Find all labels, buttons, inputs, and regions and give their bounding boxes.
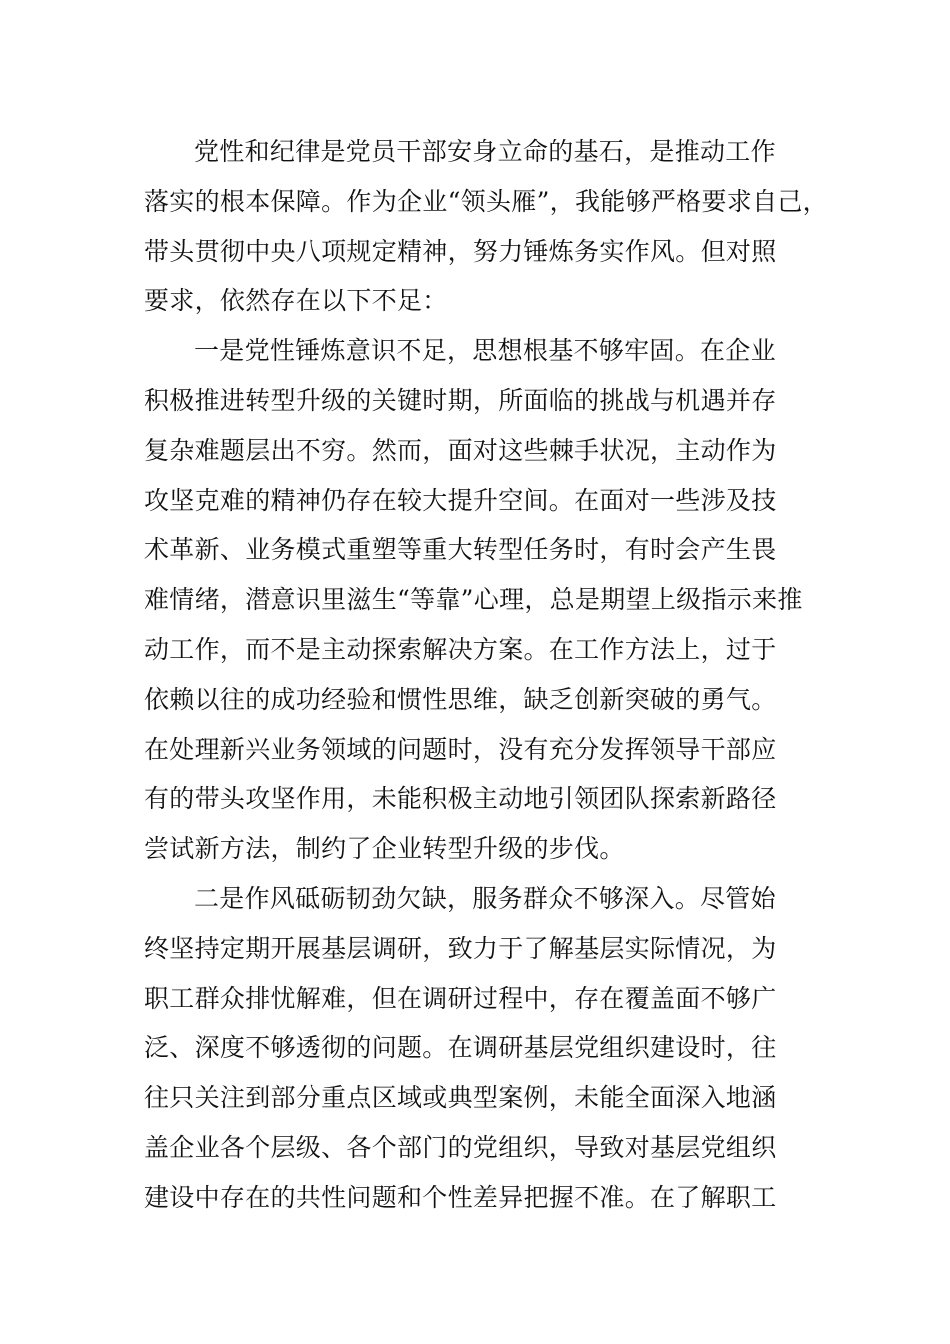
text-line: 依赖以往的成功经验和惯性思维，缺乏创新突破的勇气。 [144,684,777,714]
text-line: 复杂难题层出不穷。然而，面对这些棘手状况，主动作为 [144,435,777,465]
text-line: 落实的根本保障。作为企业“领头雁”，我能够严格要求自己， [144,186,828,216]
text-line: 党性和纪律是党员干部安身立命的基石，是推动工作 [194,137,776,166]
text-line: 积极推进转型升级的关键时期，所面临的挑战与机遇并存 [144,385,777,415]
text-line: 泛、深度不够透彻的问题。在调研基层党组织建设时，往 [144,1033,777,1063]
text-line: 带头贯彻中央八项规定精神，努力锤炼务实作风。但对照 [144,236,777,266]
text-line: 术革新、业务模式重塑等重大转型任务时，有时会产生畏 [144,535,777,565]
text-line: 职工群众排忧解难，但在调研过程中，存在覆盖面不够广 [144,983,777,1013]
text-line: 二是作风砥砺韧劲欠缺，服务群众不够深入。尽管始 [194,883,776,913]
text-line: 建设中存在的共性问题和个性差异把握不准。在了解职工 [144,1182,777,1212]
document-body [144,127,828,1223]
text-line: 攻坚克难的精神仍存在较大提升空间。在面对一些涉及技 [144,485,777,515]
text-line: 有的带头攻坚作用，未能积极主动地引领团队探索新路径 [144,784,777,814]
text-line: 要求，依然存在以下不足： [144,286,448,316]
text-line: 盖企业各个层级、各个部门的党组织，导致对基层党组织 [144,1132,777,1162]
text-line: 在处理新兴业务领域的问题时，没有充分发挥领导干部应 [144,734,777,764]
text-line: 难情绪，潜意识里滋生“等靠”心理，总是期望上级指示来推 [144,585,803,615]
text-line: 终坚持定期开展基层调研，致力于了解基层实际情况，为 [144,933,777,963]
text-line: 动工作，而不是主动探索解决方案。在工作方法上，过于 [144,634,777,664]
text-line: 往只关注到部分重点区域或典型案例，未能全面深入地涵 [144,1083,777,1113]
text-line: 一是党性锤炼意识不足，思想根基不够牢固。在企业 [194,336,776,366]
text-line: 尝试新方法，制约了企业转型升级的步伐。 [144,834,625,864]
